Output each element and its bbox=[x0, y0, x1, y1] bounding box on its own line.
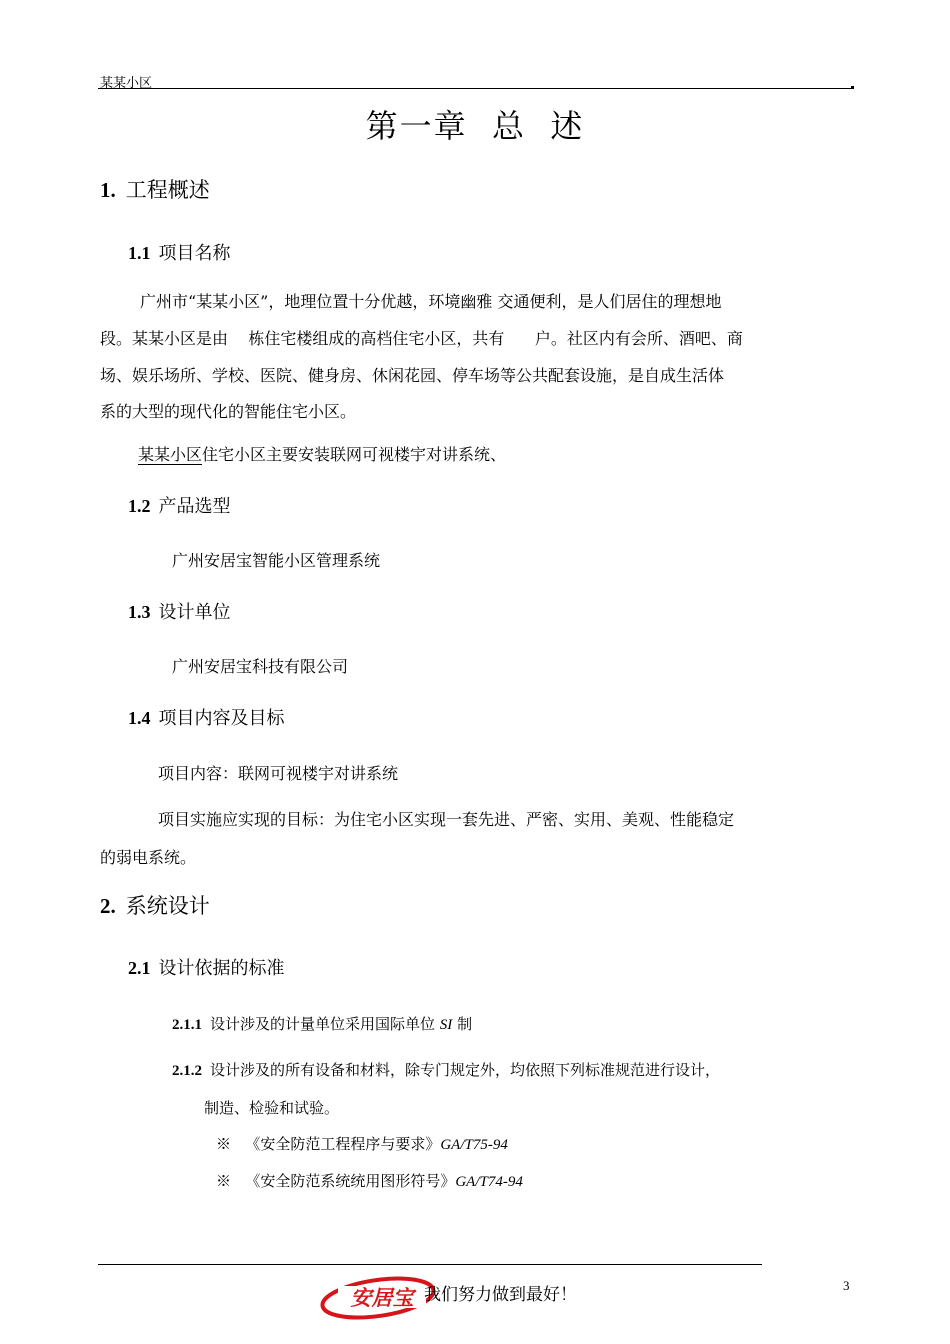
product-selection-text: 广州安居宝智能小区管理系统 bbox=[172, 551, 381, 570]
reference-mark-icon: ※ bbox=[216, 1135, 232, 1153]
section-heading-1: 1. 工程概述 bbox=[100, 178, 210, 202]
design-unit-text: 广州安居宝科技有限公司 bbox=[172, 657, 349, 676]
page-number: 3 bbox=[843, 1278, 850, 1293]
project-goal-line-2: 的弱电系统。 bbox=[100, 848, 197, 867]
subsection-heading-1-3: 1.3 设计单位 bbox=[128, 602, 231, 623]
project-intro-line-2: 段。某某小区是由 栋住宅楼组成的高档住宅小区，共有 户。社区内有会所、酒吧、商 bbox=[100, 329, 743, 348]
footer-motto: 我们努力做到最好！ bbox=[424, 1285, 577, 1305]
footer-rule bbox=[98, 1264, 762, 1265]
subsection-heading-1-1: 1.1 项目名称 bbox=[128, 243, 231, 264]
header-rule bbox=[98, 88, 854, 89]
subsection-heading-2-1: 2.1 设计依据的标准 bbox=[128, 958, 285, 979]
reference-standard-1: ※ 《安全防范工程程序与要求》GA/T75-94 bbox=[216, 1135, 508, 1153]
underlined-community-name: 某某小区 bbox=[138, 445, 203, 464]
project-intro-line-4: 系的大型的现代化的智能住宅小区。 bbox=[100, 402, 357, 421]
subsection-heading-1-2: 1.2 产品选型 bbox=[128, 496, 231, 517]
reference-mark-icon: ※ bbox=[216, 1172, 232, 1190]
project-intro-line-1: 广州市“某某小区”，地理位置十分优越，环境幽雅 交通便利，是人们居住的理想地 bbox=[140, 292, 722, 311]
project-goal-line-1: 项目实施应实现的目标：为住宅小区实现一套先进、严密、实用、美观、性能稳定 bbox=[158, 810, 735, 829]
project-intro-line-3: 场、娱乐场所、学校、医院、健身房、休闲花园、停车场等公共配套设施，是自成生活体 bbox=[100, 366, 725, 385]
header-rule-end-mark bbox=[851, 86, 854, 89]
reference-standard-2: ※ 《安全防范系统统用图形符号》GA/T74-94 bbox=[216, 1172, 523, 1190]
standard-item-2-1-1: 2.1.1 设计涉及的计量单位采用国际单位 SI 制 bbox=[172, 1015, 473, 1033]
standard-item-2-1-2-continuation: 制造、检验和试验。 bbox=[204, 1099, 340, 1117]
standard-item-2-1-2: 2.1.2 设计涉及的所有设备和材料，除专门规定外，均依照下列标准规范进行设计， bbox=[172, 1061, 721, 1079]
running-header: 某某小区 bbox=[100, 76, 153, 91]
project-scope-paragraph: 某某小区住宅小区主要安装联网可视楼宇对讲系统、 bbox=[138, 445, 507, 464]
chapter-title: 第一章 总 述 bbox=[365, 107, 585, 145]
section-heading-2: 2. 系统设计 bbox=[100, 894, 210, 918]
project-content-text: 项目内容：联网可视楼宇对讲系统 bbox=[158, 764, 399, 783]
subsection-heading-1-4: 1.4 项目内容及目标 bbox=[128, 708, 285, 729]
svg-text:安居宝: 安居宝 bbox=[350, 1286, 414, 1310]
